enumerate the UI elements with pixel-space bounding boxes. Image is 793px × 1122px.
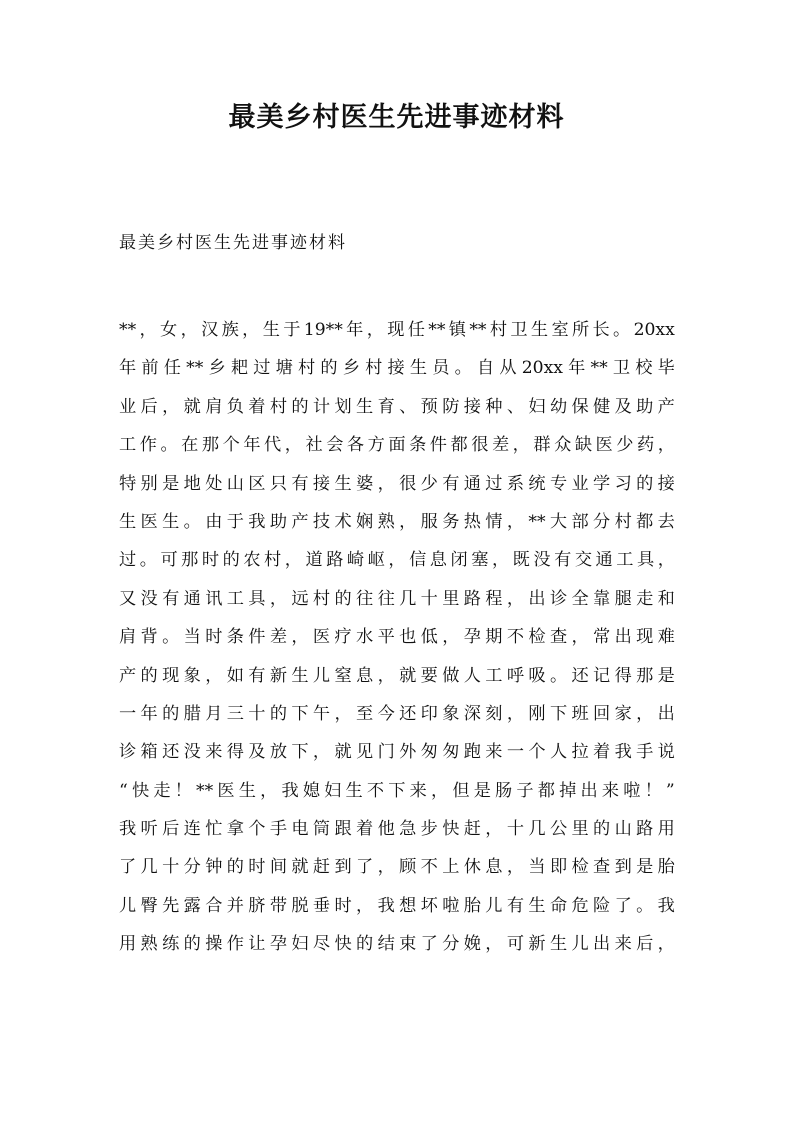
body-text-line: 又 没 有 通 讯 工 具 ， 远 村 的 往 往 几 十 里 路 程 ， 出 诊 全 靠 腿 走 和 xyxy=(119,588,675,609)
body-text-line: “ 快 走 ！ ** 医 生 ， 我 媳 妇 生 不 下 来 ， 但 是 肠 子 都 掉 出 来 啦 ！ ” xyxy=(119,780,675,801)
body-text-line: 生 医 生 。 由 于 我 助 产 技 术 娴 熟 ， 服 务 热 情 ， ** 大 部 分 村 都 去 xyxy=(119,511,675,532)
body-text-line: 了 几 十 分 钟 的 时 间 就 赶 到 了 ， 顾 不 上 休 息 ， 当 即 检 查 到 是 胎 xyxy=(119,857,675,878)
body-text-line: 儿 臀 先 露 合 并 脐 带 脱 垂 时 ， 我 想 坏 啦 胎 儿 有 生 命 危 险 了 。 我 xyxy=(119,895,675,916)
body-text-line: 业 后 ， 就 肩 负 着 村 的 计 划 生 育 、 预 防 接 种 、 妇 幼 保 健 及 助 产 xyxy=(119,396,675,417)
body-text-line: 一 年 的 腊 月 三 十 的 下 午 ， 至 今 还 印 象 深 刻 ， 刚 下 班 回 家 ， 出 xyxy=(119,703,675,724)
body-text-line: 年 前 任 ** 乡 耙 过 塘 村 的 乡 村 接 生 员 。 自 从 20xx 年 ** 卫 校 毕 xyxy=(119,358,675,379)
body-text-line: 产 的 现 象 ， 如 有 新 生 儿 窒 息 ， 就 要 做 人 工 呼 吸 。 还 记 得 那 是 xyxy=(119,665,675,686)
body-text-line: 诊 箱 还 没 来 得 及 放 下 ， 就 见 门 外 匆 匆 跑 来 一 个 人 拉 着 我 手 说 xyxy=(119,742,675,763)
body-text-line: 过 。 可 那 时 的 农 村 ， 道 路 崎 岖 ， 信 息 闭 塞 ， 既 没 有 交 通 工 具 ， xyxy=(119,550,675,571)
document-title: 最美乡村医生先进事迹材料 xyxy=(228,102,565,133)
document-subtitle: 最美乡村医生先进事迹材料 xyxy=(119,233,347,253)
body-text-line: 用 熟 练 的 操 作 让 孕 妇 尽 快 的 结 束 了 分 娩 ， 可 新 生 儿 出 来 后 ， xyxy=(119,934,675,955)
body-text-line: 我 听 后 连 忙 拿 个 手 电 筒 跟 着 他 急 步 快 赶 ， 十 几 公 里 的 山 路 用 xyxy=(119,819,675,840)
body-text-line: ** ， 女 ， 汉 族 ， 生 于 19** 年 ， 现 任 ** 镇 ** 村 卫 生 室 所 长 。 20xx xyxy=(119,320,675,340)
body-text-line: 特 别 是 地 处 山 区 只 有 接 生 婆 ， 很 少 有 通 过 系 统 专 业 学 习 的 接 xyxy=(119,473,675,494)
body-text-line: 工 作 。 在 那 个 年 代 ， 社 会 各 方 面 条 件 都 很 差 ， 群 众 缺 医 少 药 ， xyxy=(119,435,675,456)
document-body xyxy=(119,311,675,964)
body-text-line: 肩 背 。 当 时 条 件 差 ， 医 疗 水 平 也 低 ， 孕 期 不 检 查 ， 常 出 现 难 xyxy=(119,627,675,648)
